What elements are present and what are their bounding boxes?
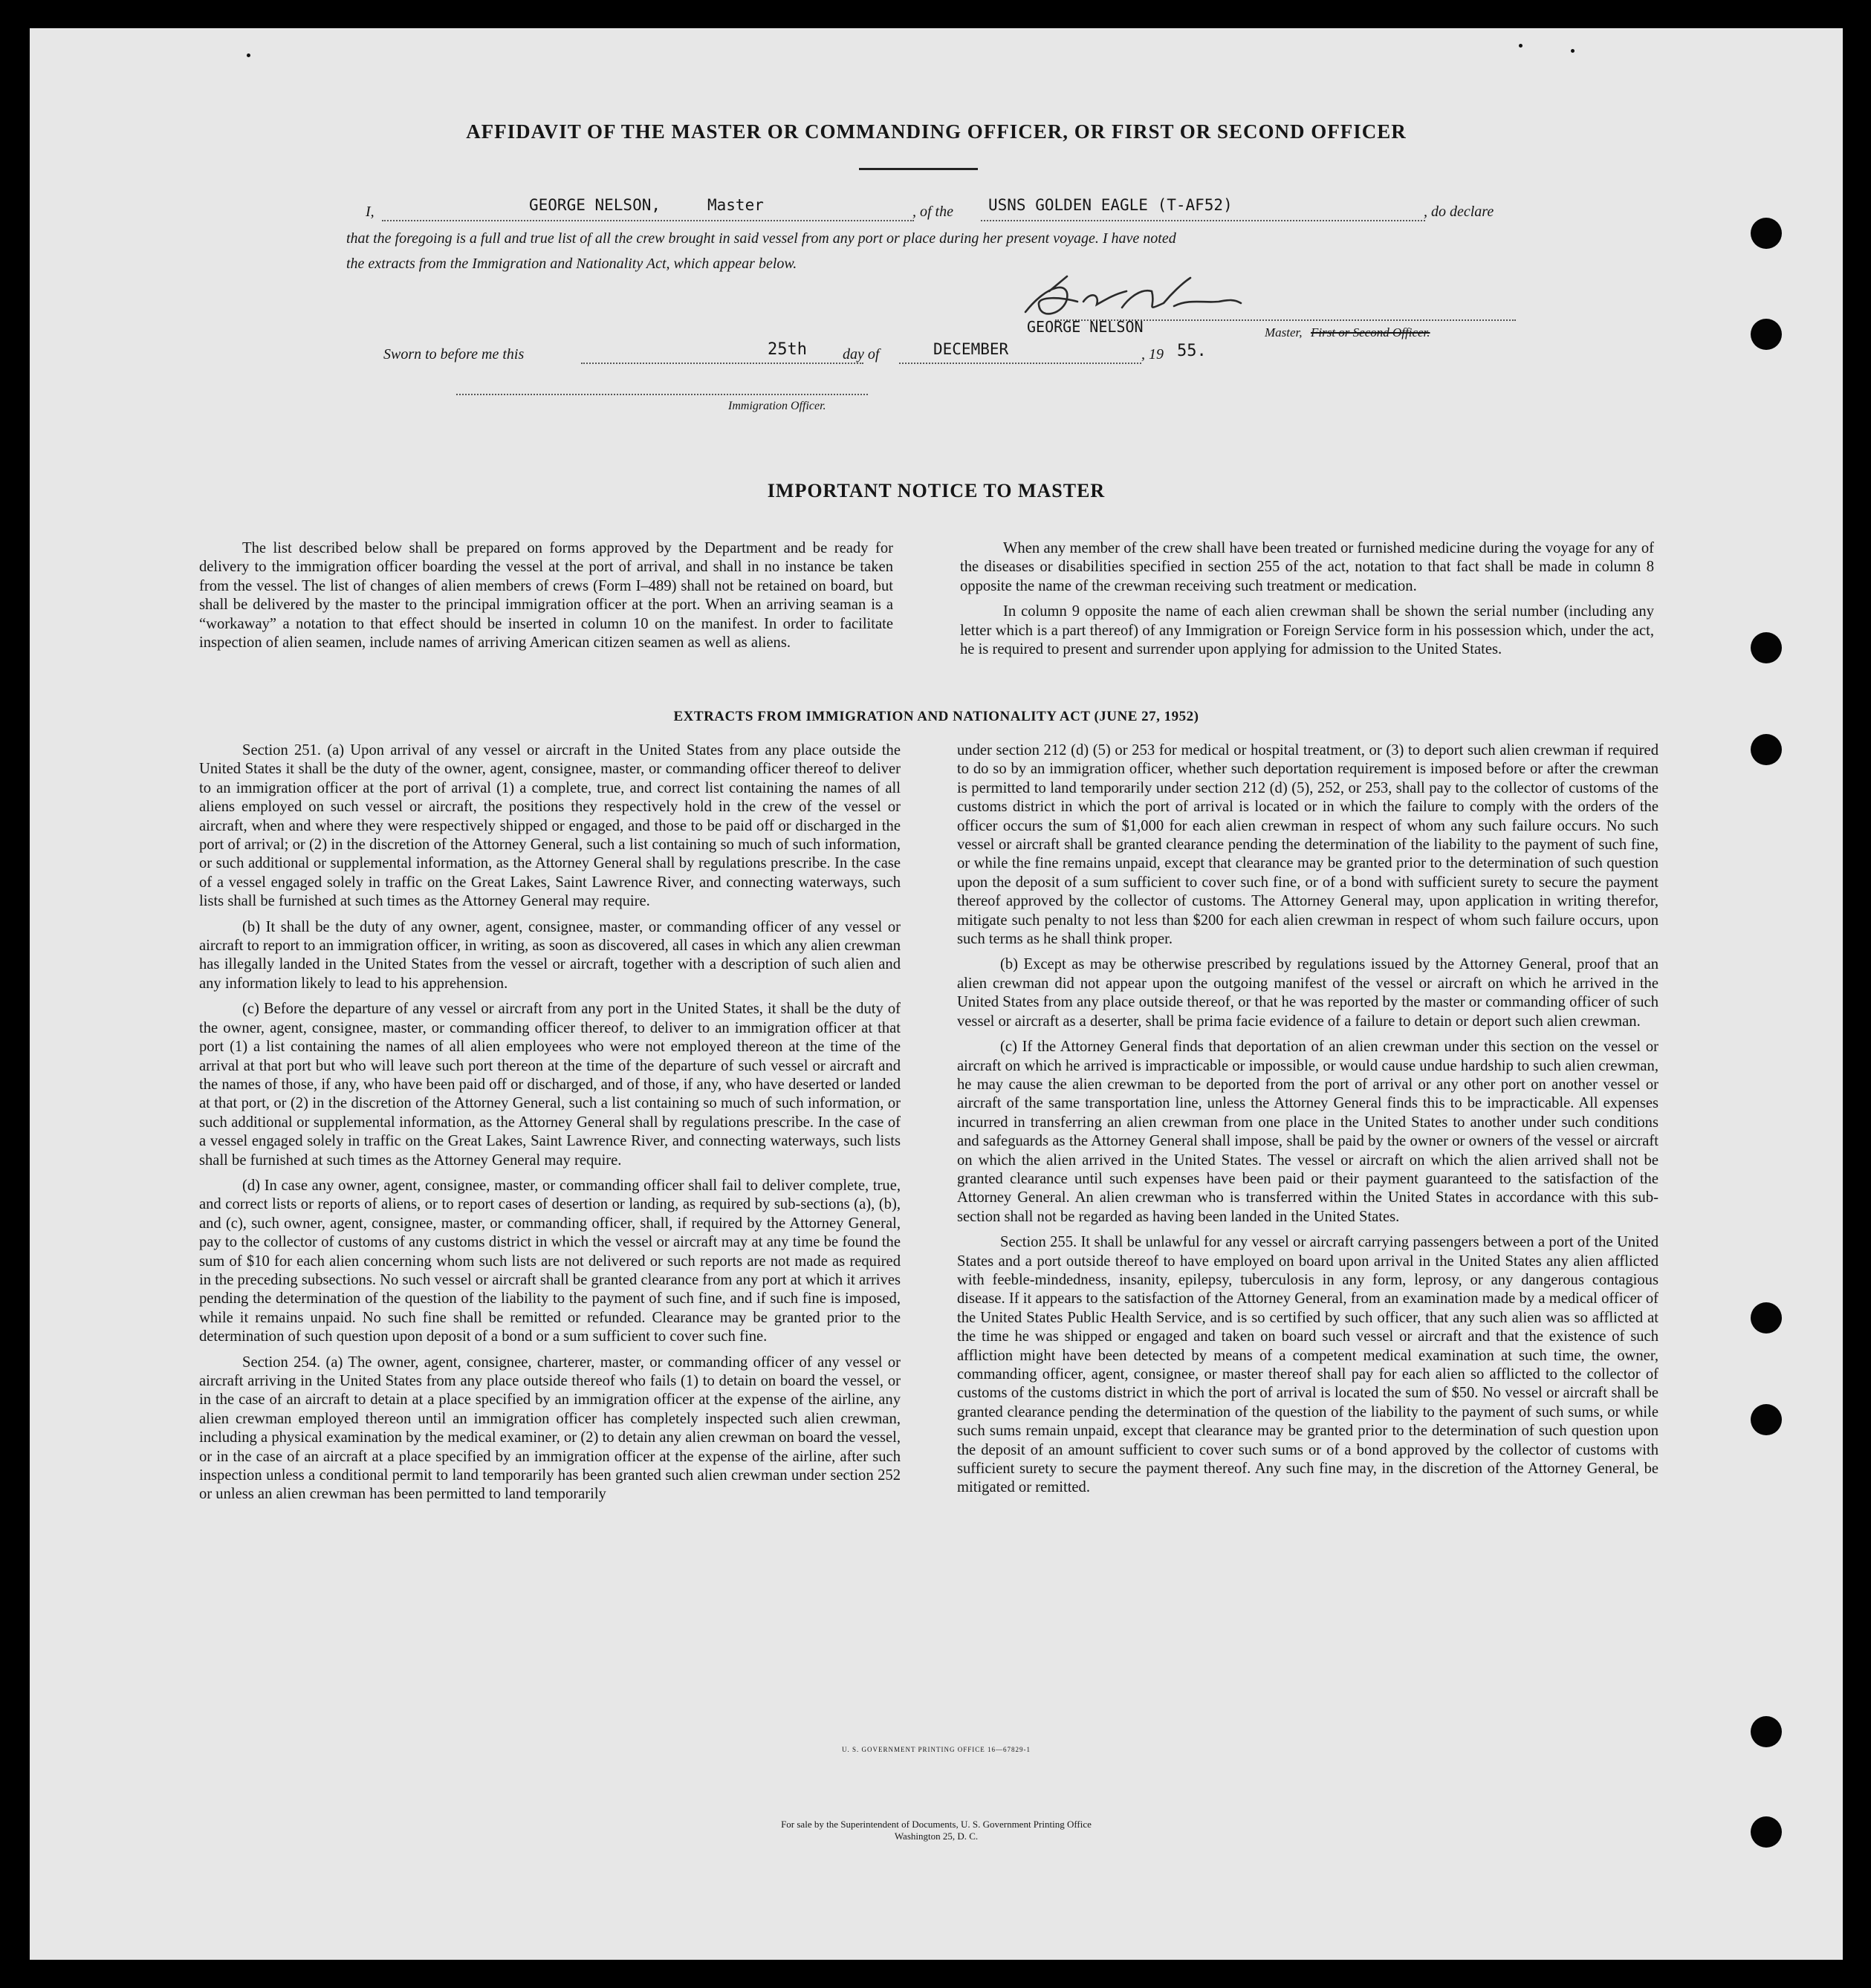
- sworn-label: Sworn to before me this: [383, 346, 525, 363]
- of-the-label: , of the: [912, 204, 953, 220]
- signer-name: GEORGE NELSON: [1027, 318, 1144, 336]
- struck-officer-label: First or Second Officer.: [1311, 325, 1430, 340]
- act-paragraph: Section 254. (a) The owner, agent, consignee, charterer, master, or commanding officer of any vessel or aircraft arriving in the United States from any place outside thereof who fails (1) to detain on board the vessel, or in the case of an aircraft to detain at a place specified by an immigration officer at the expense of the airline, any alien crewman employed thereon until an immigration officer has completely inspected such alien crewman, including a physical examination by the medical examiner, or (2) to detain any alien crewman on board the vessel, or in the case of an aircraft at a place specified by an immigration officer at the expense of the airline, after such inspection unless a conditional permit to land temporarily has been granted such alien crewman under section 252 or unless an alien crewman has been permitted to land temporarily: [199, 1354, 901, 1503]
- immigration-officer-label: Immigration Officer.: [728, 400, 826, 412]
- act-paragraph: (d) In case any owner, agent, consignee, master, or commanding officer shall fail to deliver complete, true, and correct lists or reports of aliens, or to report cases of desertion or landing, as required by sub-sections (a), (b), and (c), such owner, agent, consignee, master, or commanding officer, shall, if required by the Attorney General, pay to the collector of customs of any customs district in which the vessel or aircraft may at any time be found the sum of $10 for each alien concerning whom such lists are not delivered or such reports are not made as required in the preceding subsections. No such vessel or aircraft shall be granted clearance from any port at which it arrives pending the determination of the question of the liability to the payment of such fine, and if such fine is imposed, while it remains unpaid. No such fine shall be remitted or refunded. Clearance may be granted prior to the determination of such question upon deposit of a bond or a sum sufficient to cover such fine.: [199, 1177, 901, 1345]
- punch-hole: [1751, 632, 1782, 663]
- punch-hole: [1751, 1404, 1782, 1435]
- act-paragraph: Section 255. It shall be unlawful for any vessel or aircraft carrying passengers between a port of the United States and a port outside thereof to have employed on board upon arrival in the United States any alien afflicted with feeble-mindedness, insanity, epilepsy, tuberculosis in any form, leprosy, or any dangerous contagious disease. If it appears to the satisfaction of the Attorney General, from an examination made by a medical officer of the United States Public Health Service, and is so certified by such officer, that any such alien was so afflicted at the time he was shipped or engaged and taken on board such vessel or aircraft and that the existence of such affliction might have been detected by means of a competent medical examination at such time, the owner, commanding officer, agent, consignee, or master thereof shall pay for each alien so afflicted to the collector of customs of the customs district in which the port of arrival is located the sum of $50. No vessel or aircraft shall be granted clearance pending the determination of the question of the liability to the payment of such sums, or while such sums remain unpaid, except that clearance may be granted prior to the determination of such question upon the deposit of an amount sufficient to cover such sums or of a bond approved by the collector of customs with sufficient surety to secure the payment thereof. Any such fine may, in the discretion of the Attorney General, be mitigated or remitted.: [957, 1234, 1658, 1496]
- act-paragraph: (b) It shall be the duty of any owner, agent, consignee, master, or commanding officer of any vessel or aircraft to report to an immigration officer, in writing, as soon as discovered, all cases in which any alien crewman has illegally landed in the United States from the vessel or aircraft, together with a description of such alien and any information likely to lead to his apprehension.: [199, 918, 901, 992]
- year-prefix-label: , 19: [1141, 346, 1164, 363]
- act-paragraph: (c) If the Attorney General finds that deportation of an alien crewman under this section on the vessel or aircraft on which he arrived is impracticable or impossible, or would cause undue hardship to such alien crewman, he may cause the alien crewman to be deported from the port of arrival or any other port on another vessel or aircraft of the same transportation line, unless the Attorney General finds this to be impracticable. All expenses incurred in transferring an alien crewman from one place in the United States to another under such conditions and safeguards as the Attorney General shall impose, shall be paid by the owner or owners of the vessel or aircraft on which the alien arrived in the United States. The vessel or aircraft on which the alien arrived shall not be granted clearance until such expenses have been paid or their payment guaranteed to the satisfaction of the Attorney General. An alien crewman who is transferred within the United States in accordance with this sub-section shall not be regarded as having been landed in the United States.: [957, 1039, 1658, 1225]
- sworn-year: 55.: [1177, 342, 1207, 360]
- notice-paragraph: When any member of the crew shall have been treated or furnished medicine during the voyage for any of the diseases or disabilities specified in section 255 of the act, notation to that fact shall be made in column 8 opposite the name of the crewman receiving such treatment or medication.: [960, 540, 1654, 594]
- notice-left-column: [199, 539, 893, 652]
- punch-hole: [1751, 1302, 1782, 1334]
- act-paragraph: under section 212 (d) (5) or 253 for medical or hospital treatment, or (3) to deport such alien crewman if required to do so by an immigration officer, whether such deportation requirement is imposed before or after the crewman is permitted to land temporarily under section 212 (d) (5), 252, or 253, shall pay to the collector of customs of the customs district in which the port of arrival is located or in which the failure to comply with the orders of the officer occurs the sum of $1,000 for each alien crewman in respect of whom any such failure occurs. No such vessel or aircraft shall be granted clearance pending the determination of the liability to the payment of such fine, or while the fine remains unpaid, except that clearance may be granted prior to the determination of such question upon the deposit of a sum sufficient to cover such fine, or of a bond with sufficient surety to secure the payment thereof approved by the collector of customs. The Attorney General may, upon application in writing therefor, mitigate such penalty to not less than $200 for each alien crewman in respect of whom such failure occurs, upon such terms as he shall think proper.: [957, 742, 1658, 948]
- act-paragraph: (b) Except as may be otherwise prescribed by regulations issued by the Attorney General, proof that an alien crewman did not appear upon the outgoing manifest of the vessel or aircraft on which he arrived in the United States from any place outside thereof, or that he was reported by the master or commanding officer of such vessel or aircraft as a deserter, shall be prima facie evidence of a failure to detain or deport such alien crewman.: [957, 956, 1658, 1030]
- punch-hole: [1751, 319, 1782, 350]
- printer-line: U. S. GOVERNMENT PRINTING OFFICE 16—67829-1: [841, 1746, 1031, 1753]
- extracts-title: EXTRACTS FROM IMMIGRATION AND NATIONALITY ACT (JUNE 27, 1952): [673, 709, 1199, 724]
- punch-hole: [1751, 1716, 1782, 1747]
- affidavit-heading: AFFIDAVIT OF THE MASTER OR COMMANDING OFFICER, OR FIRST OR SECOND OFFICER: [466, 120, 1407, 143]
- notice-paragraph: In column 9 opposite the name of each alien crewman shall be shown the serial number (including any letter which is a part thereof) of any Immigration or Foreign Service form in his possession which, under the act, he is required to present and surrender upon applying for admission to the United States.: [960, 603, 1654, 658]
- punch-hole: [1751, 734, 1782, 765]
- vessel-name: USNS GOLDEN EAGLE (T-AF52): [988, 196, 1233, 214]
- master-title-label: Master,: [1265, 325, 1303, 340]
- sworn-day: 25th: [768, 340, 807, 359]
- speck: [1519, 44, 1523, 48]
- affidavit-page: [30, 28, 1843, 1960]
- declaration-line-2: that the foregoing is a full and true list of all the crew brought in said vessel from any port or place during her present voyage. I have noted: [346, 230, 1176, 247]
- extracts-right-column: [957, 741, 1658, 1498]
- speck: [1571, 49, 1575, 53]
- vessel-field-line: [981, 220, 1425, 221]
- sale-line-1: For sale by the Superintendent of Documents, U. S. Government Printing Office: [781, 1819, 1092, 1830]
- sworn-month: DECEMBER: [933, 340, 1009, 358]
- heading-rule: [859, 168, 978, 170]
- declaration-i-label: I,: [366, 204, 374, 220]
- month-field-line: [899, 363, 1141, 364]
- name-field-line: [382, 220, 914, 221]
- notice-paragraph: The list described below shall be prepared on forms approved by the Department and be ready for delivery to the immigration officer boarding the vessel at the port of arrival, and shall in no instance be taken from the vessel. The list of changes of alien members of crews (Form I–489) shall not be retained on board, but shall be delivered by the master to the principal immigration officer at the port. When an arriving seaman is a “workaway” a notation to that effect should be inserted in column 10 on the manifest. In order to facilitate inspection of alien seamen, include names of arriving American citizen seamen as well as aliens.: [199, 540, 893, 652]
- notice-right-column: [960, 539, 1654, 659]
- officer-signature-line: [456, 394, 868, 395]
- day-field-line: [581, 363, 863, 364]
- day-of-label: day of: [843, 346, 880, 363]
- declarant-name: GEORGE NELSON,: [529, 196, 661, 214]
- act-paragraph: Section 251. (a) Upon arrival of any vessel or aircraft in the United States from any place outside the United States it shall be the duty of the owner, agent, consignee, master, or commanding officer thereof to deliver to an immigration officer at the port of arrival (1) a complete, true, and correct list containing the names of all aliens employed on such vessel or aircraft, the positions they respectively hold in the crew of the vessel or aircraft, when and where they were respectively shipped or engaged, and those to be paid off or discharged in the port of arrival; or (2) in the discretion of the Attorney General, such a list containing so much of such information, or such additional or supplemental information, as the Attorney General shall by regulations prescribe. In the case of a vessel engaged solely in traffic on the Great Lakes, Saint Lawrence River, and connecting waterways, such lists shall be furnished at such times as the Attorney General may require.: [199, 742, 901, 910]
- speck: [247, 53, 250, 57]
- act-paragraph: (c) Before the departure of any vessel or aircraft from any port in the United States, it shall be the duty of the owner, agent, consignee, master, or commanding officer thereof, to deliver to an immigration officer at that port (1) a list containing the names of all alien employees who were not employed thereon at the time of the arrival at that port but who will leave such port thereon at the time of the departure of such vessel or aircraft and the names of those, if any, who have been paid off or discharged, and of those, if any, who have deserted or landed at that port, or (2) in the discretion of the Attorney General, such a list containing so much of such information, or such additional or supplemental information, as the Attorney General shall by regulations prescribe. In the case of a vessel engaged solely in traffic on the Great Lakes, Saint Lawrence River, and connecting waterways, such lists shall be furnished at such times as the Attorney General may require.: [199, 1001, 901, 1169]
- do-declare-label: , do declare: [1424, 204, 1494, 220]
- extracts-left-column: [199, 741, 901, 1504]
- declarant-role: Master: [707, 196, 764, 214]
- declaration-line-3: the extracts from the Immigration and Nationality Act, which appear below.: [346, 256, 797, 272]
- notice-title: IMPORTANT NOTICE TO MASTER: [767, 480, 1106, 501]
- punch-hole: [1751, 218, 1782, 249]
- sale-line-2: Washington 25, D. C.: [894, 1831, 979, 1842]
